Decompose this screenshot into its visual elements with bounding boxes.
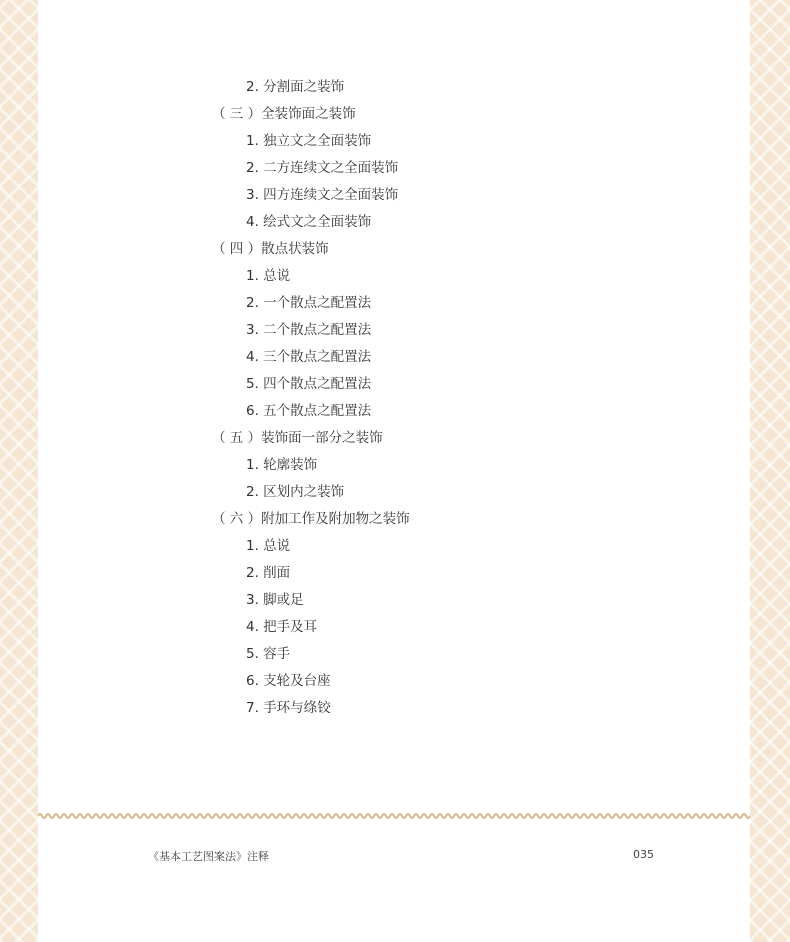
toc-item: 6. 支轮及台座 [246,673,331,689]
toc-item: 1. 独立文之全面装饰 [246,133,372,149]
toc-item: 1. 轮廓装饰 [246,457,318,473]
toc-item: 2. 一个散点之配置法 [246,295,372,311]
toc-item: 2. 削面 [246,565,291,581]
toc-item: 2. 二方连续文之全面装饰 [246,160,399,176]
toc-item: 3. 脚或足 [246,592,304,608]
left-decorative-border [0,0,38,942]
toc-item: 7. 手环与绦铰 [246,700,331,716]
toc-section-heading: （ 五 ）装饰面一部分之装饰 [212,430,383,446]
toc-item: 1. 总说 [246,538,291,554]
toc-section-heading: （ 四 ）散点状装饰 [212,241,329,257]
toc-item: 1. 总说 [246,268,291,284]
toc-item: 3. 二个散点之配置法 [246,322,372,338]
toc-item: 5. 容手 [246,646,291,662]
footer-book-title: 《基本工艺图案法》注释 [148,850,269,863]
page [38,0,750,942]
toc-item: 2. 区划内之装饰 [246,484,345,500]
toc-item: 4. 三个散点之配置法 [246,349,372,365]
toc-section-heading: （ 六 ）附加工作及附加物之装饰 [212,511,410,527]
toc-item: 2. 分割面之装饰 [246,79,345,95]
page-number: 035 [633,848,654,861]
right-decorative-border [750,0,790,942]
toc-item: 6. 五个散点之配置法 [246,403,372,419]
toc-item: 3. 四方连续文之全面装饰 [246,187,399,203]
toc-item: 4. 把手及耳 [246,619,318,635]
toc-item: 4. 绘式文之全面装饰 [246,214,372,230]
toc-section-heading: （ 三 ）全装饰面之装饰 [212,106,356,122]
wave-divider [38,811,750,821]
toc-item: 5. 四个散点之配置法 [246,376,372,392]
